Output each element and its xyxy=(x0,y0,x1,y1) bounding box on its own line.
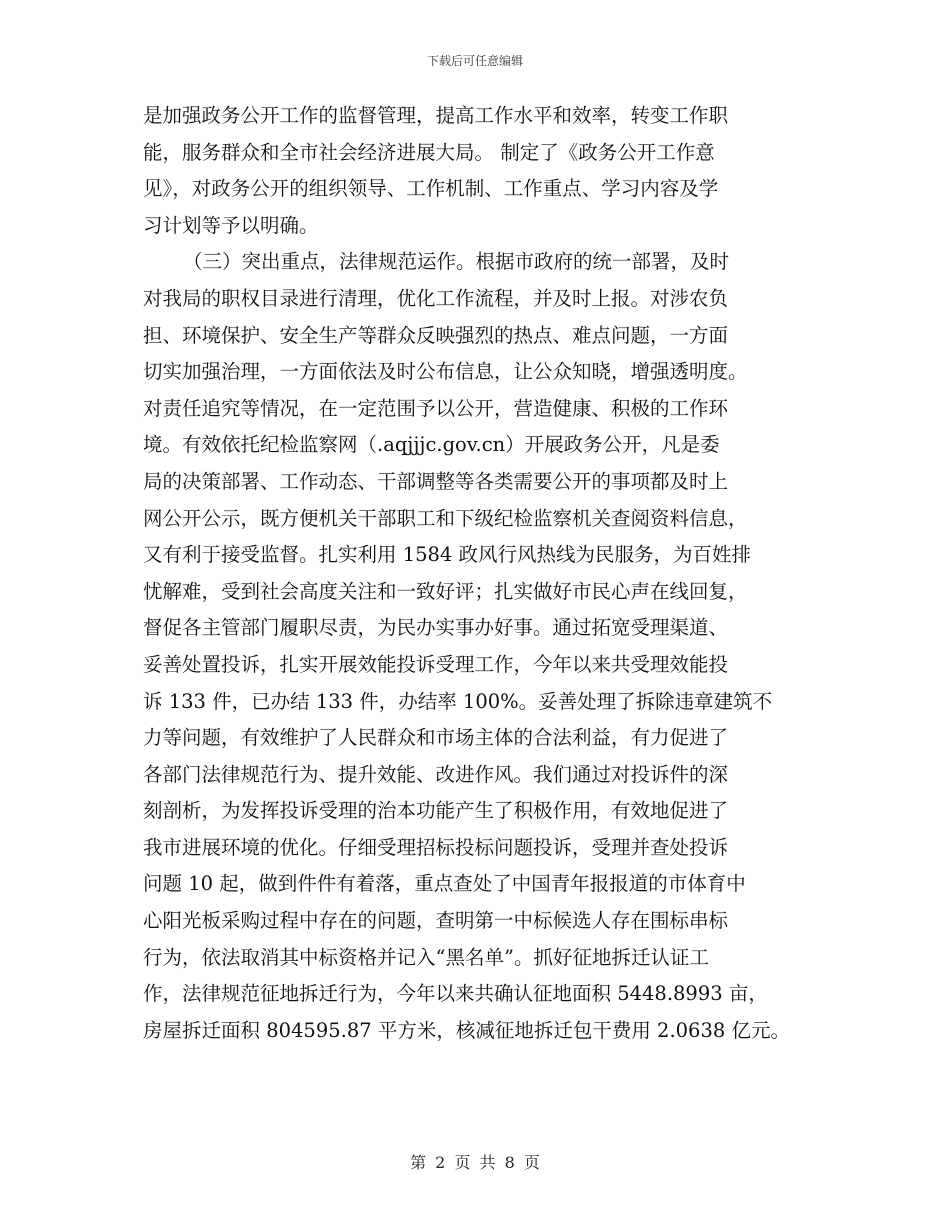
text-line: 见》，对政务公开的组织领导、工作机制、工作重点、学习内容及学 xyxy=(143,177,719,201)
text-line: 我市进展环境的优化。仔细受理招标投标问题投诉，受理并查处投诉 xyxy=(143,835,729,859)
page-number: 第 2 页 共 8 页 xyxy=(410,1153,540,1172)
text-line: 担、环境保护、安全生产等群众反映强烈的热点、难点问题，一方面 xyxy=(143,323,729,347)
paragraph-1 xyxy=(143,98,813,244)
page-header-note: 下载后可任意编辑 xyxy=(426,54,523,68)
text-line: 境。有效依托纪检监察网（.aqjjjc.gov.cn）开展政务公开，凡是委 xyxy=(143,433,720,457)
text-line: 是加强政务公开工作的监督管理，提高工作水平和效率，转变工作职 xyxy=(143,104,729,127)
paragraph-2 xyxy=(143,244,813,1049)
text-line: （三）突出重点，法律规范运作。根据市政府的统一部署，及时 xyxy=(183,250,730,274)
text-line: 各部门法律规范行为、提升效能、改进作风。我们通过对投诉件的深 xyxy=(143,762,729,786)
text-line: 切实加强治理，一方面依法及时公布信息，让公众知晓，增强透明度。 xyxy=(143,360,748,384)
text-line: 对责任追究等情况，在一定范围予以公开，营造健康、积极的工作环 xyxy=(143,396,729,420)
text-line: 房屋拆迁面积 804595.87 平方米，核减征地拆迁包干费用 2.0638 亿元。 xyxy=(143,1018,790,1042)
text-line: 力等问题，有效维护了人民群众和市场主体的合法利益，有力促进了 xyxy=(143,726,729,750)
text-line: 诉 133 件，已办结 133 件，办结率 100%。妥善处理了拆除违章建筑不 xyxy=(143,689,773,713)
document-body xyxy=(143,98,813,1049)
text-line: 行为，依法取消其中标资格并记入“黑名单”。抓好征地拆迁认证工 xyxy=(143,945,709,969)
text-line: 能，服务群众和全市社会经济进展大局。 制定了《政务公开工作意 xyxy=(143,140,715,164)
text-line: 局的决策部署、工作动态、干部调整等各类需要公开的事项都及时上 xyxy=(143,469,729,493)
text-line: 作，法律规范征地拆迁行为，今年以来共确认征地面积 5448.8993 亩， xyxy=(143,982,768,1006)
text-line: 问题 10 起，做到件件有着落，重点查处了中国青年报报道的市体育中 xyxy=(143,872,746,896)
text-line: 督促各主管部门履职尽责，为民办实事办好事。通过拓宽受理渠道、 xyxy=(143,616,729,640)
text-line: 习计划等予以明确。 xyxy=(143,213,319,237)
text-line: 对我局的职权目录进行清理，优化工作流程，并及时上报。对涉农负 xyxy=(143,286,729,310)
text-line: 妥善处置投诉，扎实开展效能投诉受理工作，今年以来共受理效能投 xyxy=(143,652,729,676)
text-line: 刻剖析，为发挥投诉受理的治本功能产生了积极作用，有效地促进了 xyxy=(143,799,729,823)
text-line: 网公开公示，既方便机关干部职工和下级纪检监察机关查阅资料信息， xyxy=(143,506,748,530)
text-line: 心阳光板采购过程中存在的问题，查明第一中标候选人存在围标串标 xyxy=(143,909,729,933)
text-line: 忧解难，受到社会高度关注和一致好评；扎实做好市民心声在线回复， xyxy=(143,579,748,603)
text-line: 又有利于接受监督。扎实利用 1584 政风行风热线为民服务，为百姓排 xyxy=(143,543,752,567)
